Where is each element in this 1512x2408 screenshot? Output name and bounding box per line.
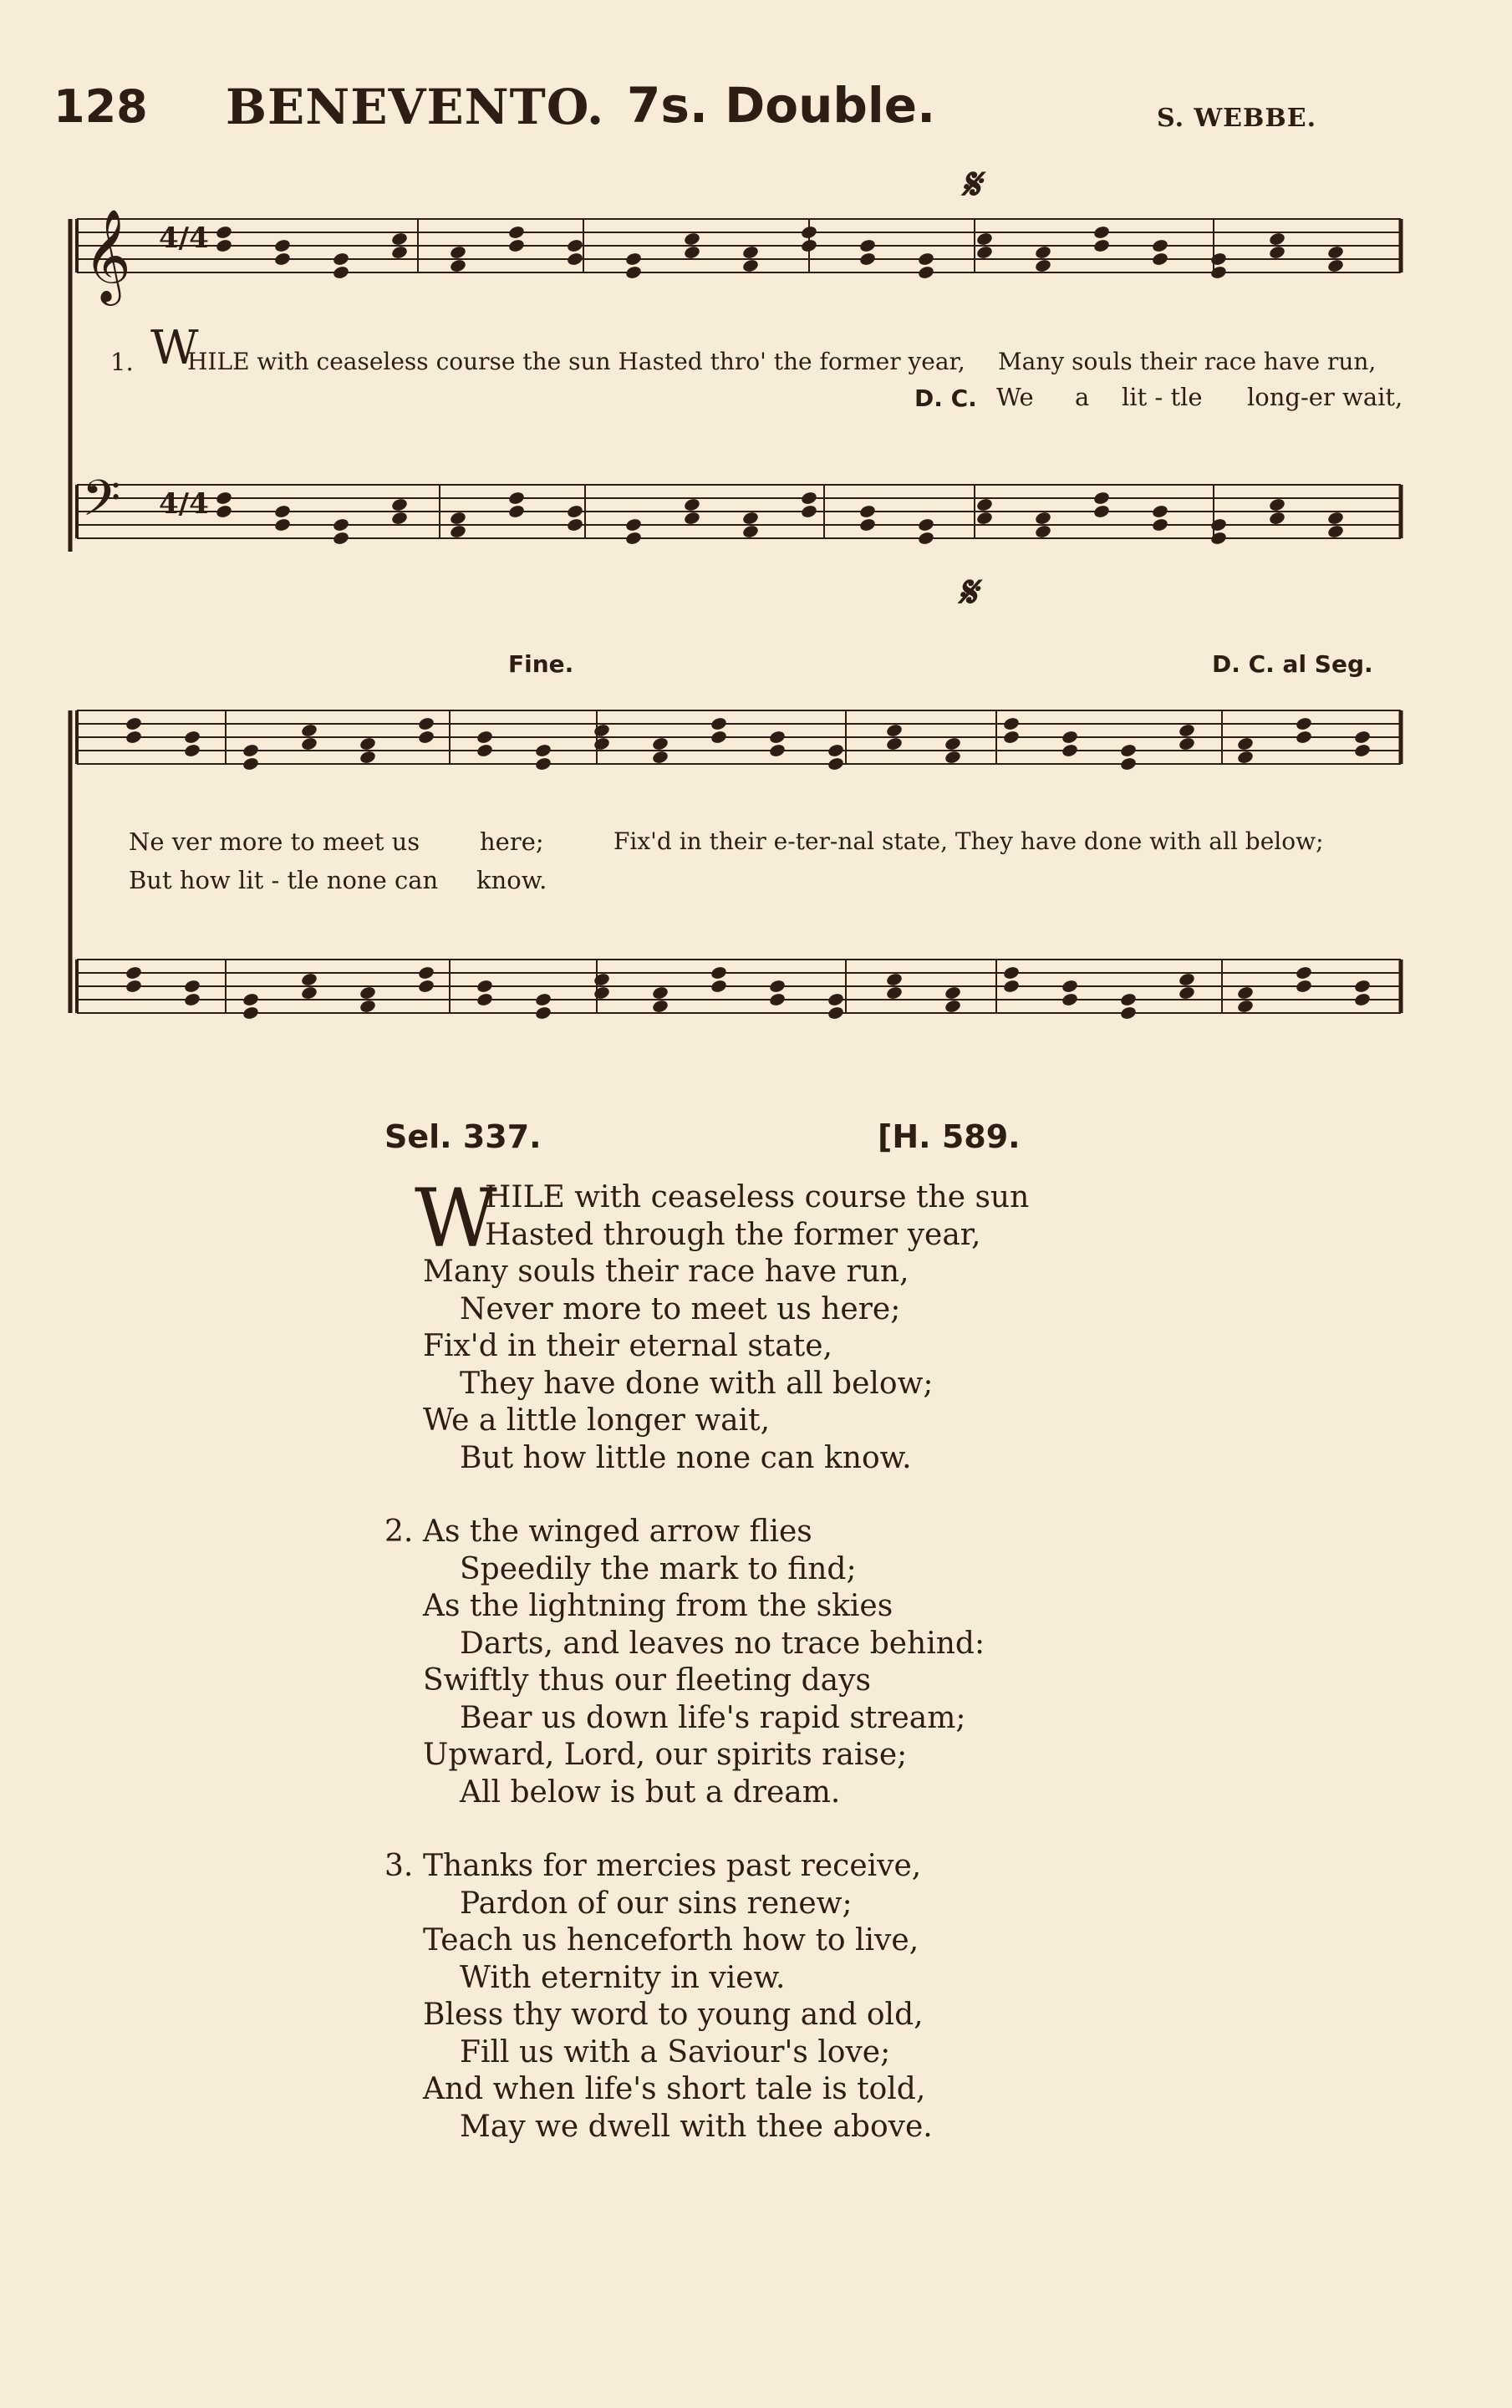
note-head (534, 1005, 552, 1021)
note-head (683, 232, 700, 247)
lyric-line-1: HILE with ceaseless course the sun Hasted thro' the former year, (187, 348, 965, 375)
note-head (1209, 252, 1227, 267)
note-head (800, 504, 817, 519)
verse-line: But how little none can know. (460, 1440, 912, 1475)
lyric-line-3a: But how lit - tle none can (129, 866, 439, 894)
verse-line: Many souls their race have run, (423, 1255, 909, 1289)
verse-line: Upward, Lord, our spirits raise; (423, 1738, 908, 1772)
note-head (768, 992, 786, 1007)
note-head (125, 965, 142, 980)
note-head (1061, 743, 1078, 758)
note-head (1151, 504, 1168, 519)
verse-line: HILE with ceaseless course the sun (485, 1180, 1030, 1214)
note-head (885, 736, 903, 751)
note-head (651, 736, 669, 751)
tune-title: BENEVENTO. (226, 79, 605, 135)
note-head (332, 531, 349, 546)
note-head (593, 985, 610, 1000)
note-head (624, 252, 642, 267)
note-head (417, 730, 435, 745)
note-head (593, 736, 610, 751)
dc-word-4: long-er wait, (1247, 383, 1403, 411)
note-head (273, 517, 291, 532)
note-head (975, 232, 993, 247)
verse-number: 3. (384, 1849, 414, 1883)
note-head (1209, 531, 1227, 546)
note-head (359, 999, 376, 1014)
dc-al-seg-mark: D. C. al Seg. (1212, 650, 1373, 678)
note-head (417, 965, 435, 980)
note-head (507, 225, 525, 240)
note-head (741, 245, 759, 260)
note-head (566, 238, 583, 253)
verse-line: Thanks for mercies past receive, (423, 1849, 922, 1883)
note-head (1236, 736, 1254, 751)
note-head (242, 756, 259, 771)
verse-line: Pardon of our sins renew; (460, 1886, 853, 1921)
note-head (975, 511, 993, 526)
note-head (1151, 517, 1168, 532)
note-head (710, 979, 727, 994)
note-head (534, 992, 552, 1007)
note-head (917, 252, 934, 267)
note-head (1092, 504, 1110, 519)
note-head (800, 491, 817, 506)
lyric-line-1-end: Many souls their race have run, (998, 348, 1377, 375)
note-head (273, 238, 291, 253)
note-head (1268, 511, 1285, 526)
note-head (449, 511, 466, 526)
note-head (593, 723, 610, 738)
note-head (125, 730, 142, 745)
time-signature: 4/4 (159, 221, 209, 255)
verse-line: We a little longer wait, (423, 1403, 771, 1438)
note-head (1353, 730, 1371, 745)
note-head (1236, 750, 1254, 765)
note-head (215, 238, 232, 253)
note-head (768, 730, 786, 745)
note-head (1119, 1005, 1137, 1021)
note-head (975, 497, 993, 512)
note-head (1268, 232, 1285, 247)
note-head (683, 245, 700, 260)
note-head (1295, 716, 1312, 731)
note-head (359, 750, 376, 765)
note-head (1002, 716, 1020, 731)
note-head (1178, 985, 1195, 1000)
note-head (1209, 265, 1227, 280)
note-head (242, 743, 259, 758)
note-head (273, 252, 291, 267)
treble-clef-icon: 𝄞 (84, 208, 131, 302)
segno-mark-top: 𝄋 (961, 159, 980, 210)
note-head (917, 265, 934, 280)
note-head (449, 524, 466, 539)
note-head (944, 999, 961, 1014)
note-head (183, 992, 201, 1007)
note-head (683, 497, 700, 512)
verse-number: 2. (384, 1515, 414, 1549)
note-head (858, 517, 876, 532)
dc-word-2: a (1075, 383, 1090, 411)
verse-line: Fix'd in their eternal state, (423, 1329, 832, 1363)
note-head (1061, 992, 1078, 1007)
verse-line: They have done with all below; (460, 1366, 934, 1401)
note-head (593, 972, 610, 987)
note-head (768, 979, 786, 994)
note-head (476, 743, 493, 758)
note-head (651, 985, 669, 1000)
note-head (507, 491, 525, 506)
note-head (1002, 979, 1020, 994)
note-head (417, 979, 435, 994)
note-head (1326, 245, 1344, 260)
note-head (1119, 743, 1137, 758)
lyric-here: here; (480, 827, 544, 856)
note-head (534, 743, 552, 758)
note-head (944, 750, 961, 765)
note-head (125, 716, 142, 731)
note-head (1061, 979, 1078, 994)
lyric-dropcap: W (150, 321, 199, 375)
note-head (300, 972, 318, 987)
note-head (332, 265, 349, 280)
note-head (1236, 985, 1254, 1000)
note-head (476, 979, 493, 994)
verse-line: Teach us henceforth how to live, (423, 1923, 919, 1957)
dc-word-1: We (996, 383, 1034, 411)
note-head (827, 992, 844, 1007)
note-head (242, 1005, 259, 1021)
note-head (390, 232, 408, 247)
note-head (390, 245, 408, 260)
note-head (741, 258, 759, 273)
note-head (624, 265, 642, 280)
verse-number-1: 1. (110, 348, 134, 376)
note-head (710, 716, 727, 731)
note-head (300, 736, 318, 751)
note-head (183, 979, 201, 994)
note-head (624, 531, 642, 546)
note-head (885, 723, 903, 738)
note-head (1353, 992, 1371, 1007)
note-head (1178, 723, 1195, 738)
note-head (827, 1005, 844, 1021)
fine-mark: Fine. (508, 650, 574, 678)
verse-line: As the winged arrow flies (423, 1515, 812, 1549)
note-head (1209, 517, 1227, 532)
verse-line: With eternity in view. (460, 1960, 786, 1995)
note-head (651, 750, 669, 765)
note-head (332, 517, 349, 532)
note-head (183, 730, 201, 745)
note-head (800, 238, 817, 253)
note-head (1092, 225, 1110, 240)
note-head (858, 238, 876, 253)
verse-line: Darts, and leaves no trace behind: (460, 1626, 985, 1661)
note-head (1326, 524, 1344, 539)
note-head (1178, 736, 1195, 751)
verse-line: All below is but a dream. (460, 1774, 841, 1810)
lyric-know: know. (476, 866, 547, 894)
note-head (944, 736, 961, 751)
note-head (1353, 743, 1371, 758)
note-head (449, 245, 466, 260)
note-head (332, 252, 349, 267)
hymn-dropcap: W (415, 1172, 497, 1265)
time-signature: 4/4 (159, 487, 209, 521)
note-head (624, 517, 642, 532)
note-head (534, 756, 552, 771)
note-head (1151, 238, 1168, 253)
verse-line: Hasted through the former year, (485, 1217, 981, 1252)
segno-mark-bottom: 𝄋 (958, 567, 977, 618)
note-head (800, 225, 817, 240)
page-number: 128 (53, 80, 148, 133)
note-head (1092, 491, 1110, 506)
note-head (1268, 245, 1285, 260)
note-head (300, 723, 318, 738)
note-head (858, 504, 876, 519)
note-head (215, 491, 232, 506)
note-head (359, 985, 376, 1000)
dc-mark: D. C. (914, 384, 977, 412)
note-head (476, 730, 493, 745)
note-head (215, 225, 232, 240)
verse-line: Bless thy word to young and old, (423, 1998, 924, 2032)
note-head (1034, 524, 1051, 539)
bass-clef-icon: 𝄢 (82, 469, 121, 539)
note-head (710, 965, 727, 980)
note-head (1295, 965, 1312, 980)
lyric-line-2b: Fix'd in their e-ter-nal state, They have done with all below; (613, 827, 1324, 855)
note-head (1034, 511, 1051, 526)
selection-number: Sel. 337. (384, 1118, 542, 1155)
note-head (827, 756, 844, 771)
verse-line: Fill us with a Saviour's love; (460, 2034, 891, 2069)
note-head (1151, 252, 1168, 267)
note-head (1326, 258, 1344, 273)
music-score (0, 0, 1512, 1070)
note-head (917, 531, 934, 546)
note-head (359, 736, 376, 751)
verse-line: May we dwell with thee above. (460, 2109, 933, 2144)
verse-line: Never more to meet us here; (460, 1291, 901, 1326)
note-head (390, 497, 408, 512)
note-head (1295, 730, 1312, 745)
note-head (566, 517, 583, 532)
note-head (1119, 992, 1137, 1007)
verse-line: Bear us down life's rapid stream; (460, 1700, 966, 1735)
note-head (183, 743, 201, 758)
composer-name: S. WEBBE. (1157, 104, 1317, 133)
note-head (125, 979, 142, 994)
note-head (273, 504, 291, 519)
note-head (917, 517, 934, 532)
note-head (1268, 497, 1285, 512)
note-head (215, 504, 232, 519)
note-head (1034, 245, 1051, 260)
note-head (858, 252, 876, 267)
note-head (741, 511, 759, 526)
note-head (507, 504, 525, 519)
note-head (566, 504, 583, 519)
note-head (885, 985, 903, 1000)
note-head (507, 238, 525, 253)
note-head (1353, 979, 1371, 994)
note-head (1002, 965, 1020, 980)
note-head (975, 245, 993, 260)
note-head (1002, 730, 1020, 745)
note-head (710, 730, 727, 745)
score-staves (0, 0, 1512, 1070)
note-head (449, 258, 466, 273)
verse-line: And when life's short tale is told, (423, 2072, 926, 2106)
dc-word-3: lit - tle (1122, 383, 1203, 411)
note-head (476, 992, 493, 1007)
note-head (1034, 258, 1051, 273)
note-head (1236, 999, 1254, 1014)
hymn-number: [H. 589. (878, 1118, 1021, 1155)
note-head (566, 252, 583, 267)
note-head (741, 524, 759, 539)
note-head (242, 992, 259, 1007)
note-head (1178, 972, 1195, 987)
note-head (885, 972, 903, 987)
lyric-line-2a: Ne ver more to meet us (129, 827, 420, 856)
note-head (1092, 238, 1110, 253)
note-head (417, 716, 435, 731)
note-head (1326, 511, 1344, 526)
tune-meter: 7s. Double. (627, 77, 936, 134)
note-head (1119, 756, 1137, 771)
note-head (1061, 730, 1078, 745)
note-head (300, 985, 318, 1000)
note-head (683, 511, 700, 526)
note-head (768, 743, 786, 758)
verse-line: Swiftly thus our fleeting days (423, 1663, 871, 1698)
note-head (390, 511, 408, 526)
note-head (827, 743, 844, 758)
note-head (1295, 979, 1312, 994)
verse-line: As the lightning from the skies (423, 1589, 893, 1623)
note-head (944, 985, 961, 1000)
note-head (651, 999, 669, 1014)
verse-line: Speedily the mark to find; (460, 1551, 857, 1586)
